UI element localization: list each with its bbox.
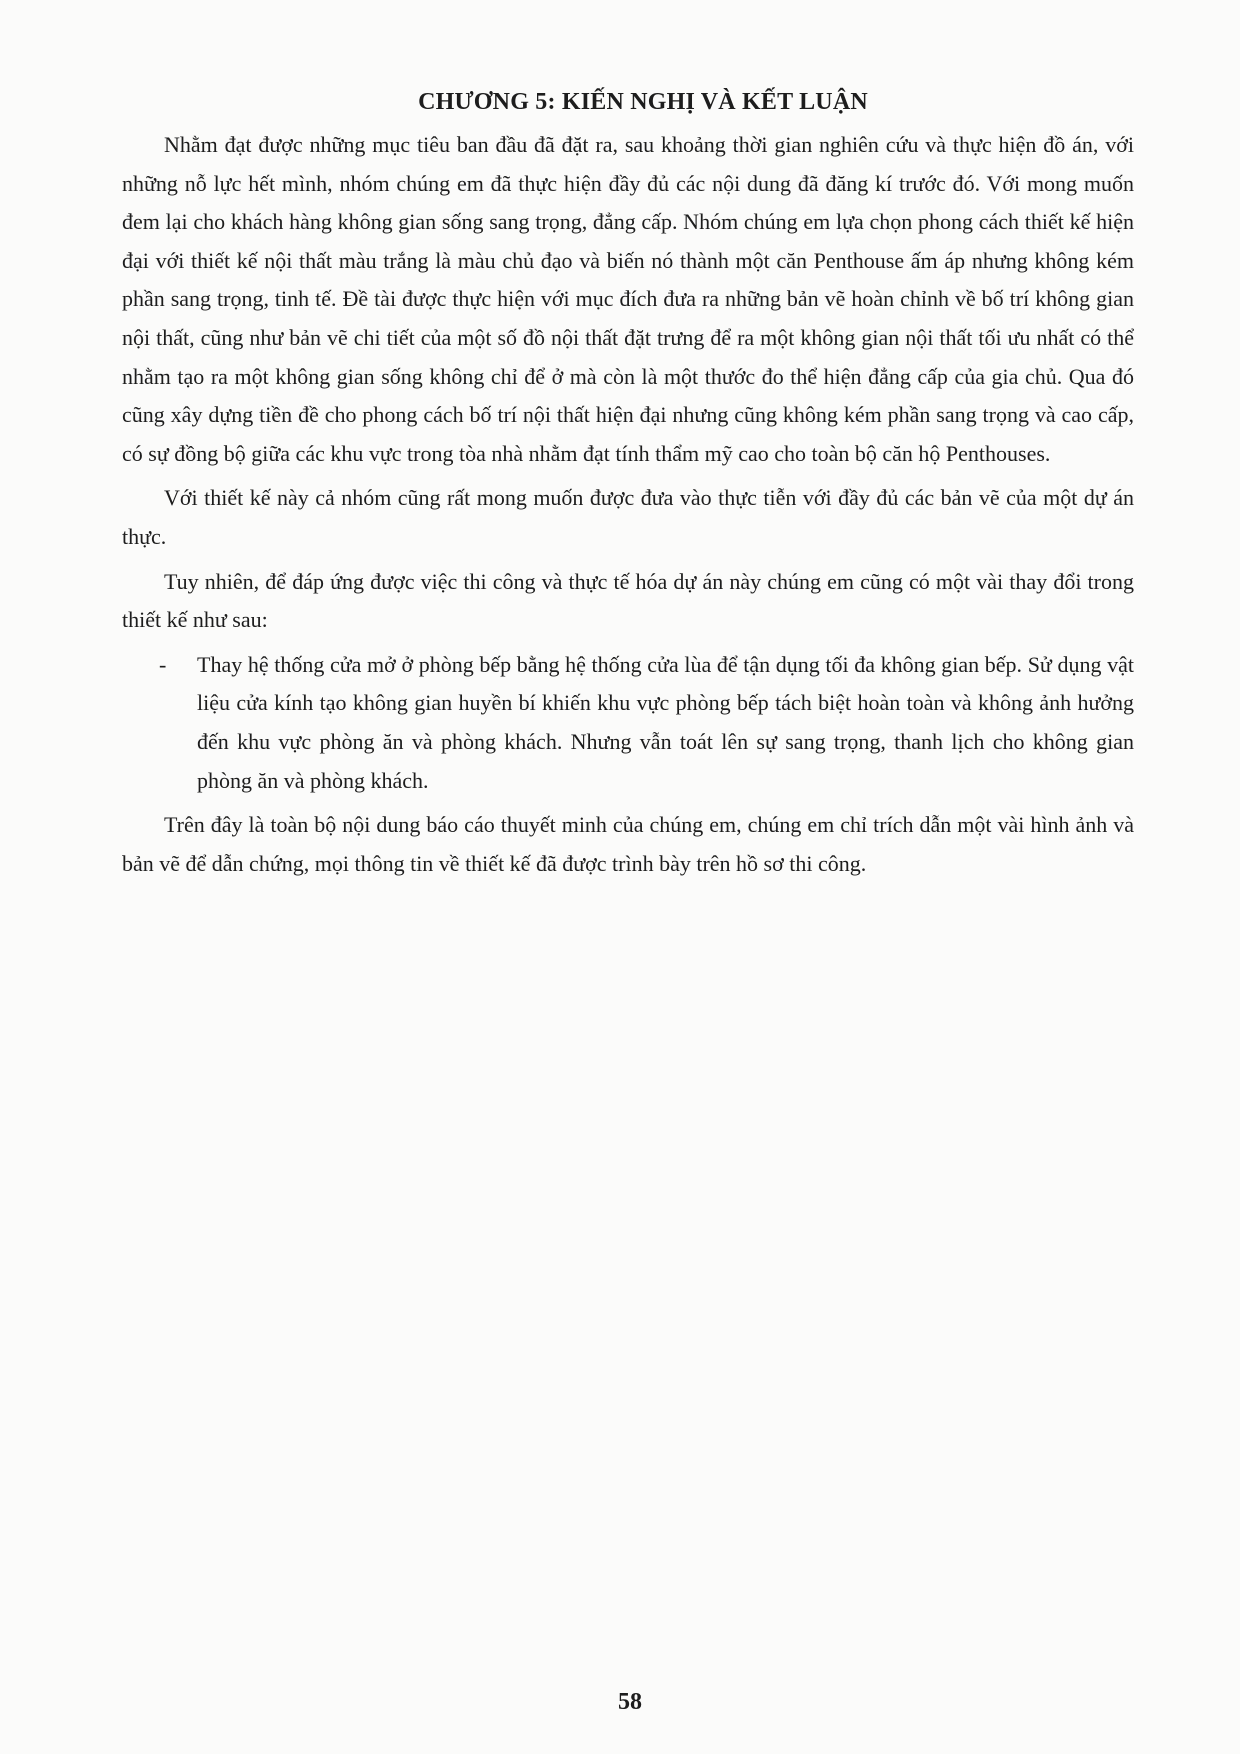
paragraph-intro: Nhằm đạt được những mục tiêu ban đầu đã đặt ra, sau khoảng thời gian nghiên cứu và thực hiện đồ án, với những nỗ lực hết mình, nhóm chúng em đã thực hiện đầy đủ các nội dung đã đăng kí trước đó. Với mong muốn đem lại cho khách hàng không gian sống sang trọng, đẳng cấp. Nhóm chúng em lựa chọn phong cách thiết kế hiện đại với thiết kế nội thất màu trắng là màu chủ đạo và biến nó thành một căn Penthouse ấm áp nhưng không kém phần sang trọng, tinh tế. Đề tài được thực hiện với mục đích đưa ra những bản vẽ hoàn chỉnh về bố trí không gian nội thất, cũng như bản vẽ chi tiết của một số đồ nội thất đặt trưng để ra một không gian nội thất tối ưu nhất có thể nhằm tạo ra một không gian sống không chỉ để ở mà còn là một thước đo thể hiện đẳng cấp của gia chủ. Qua đó cũng xây dựng tiền đề cho phong cách bố trí nội thất hiện đại nhưng cũng không kém phần sang trọng và cao cấp, có sự đồng bộ giữa các khu vực trong tòa nhà nhằm đạt tính thẩm mỹ cao cho toàn bộ căn hộ Penthouses. <box>122 132 1134 466</box>
list-item <box>122 646 1134 800</box>
chapter-title: CHƯƠNG 5: KIẾN NGHỊ VÀ KẾT LUẬN <box>418 89 868 115</box>
bullet-marker: - <box>159 651 167 677</box>
page-content <box>122 78 1134 889</box>
paragraph-changes: Tuy nhiên, để đáp ứng được việc thi công và thực tế hóa dự án này chúng em cũng có một vài thay đổi trong thiết kế như sau: <box>122 568 1134 633</box>
change-list <box>122 646 1134 800</box>
paragraph-practice: Với thiết kế này cả nhóm cũng rất mong muốn được đưa vào thực tiễn với đầy đủ các bản vẽ của một dự án thực. <box>122 485 1134 549</box>
page-number: 58 <box>618 1689 642 1715</box>
list-item-text: Thay hệ thống cửa mở ở phòng bếp bằng hệ thống cửa lùa để tận dụng tối đa không gian bếp. Sử dụng vật liệu cửa kính tạo không gian huyền bí khiến khu vực phòng bếp tách biệt hoàn toàn và không ảnh hưởng đến khu vực phòng ăn và phòng khách. Nhưng vẫn toát lên sự sang trọng, thanh lịch cho không gian phòng ăn và phòng khách. <box>197 651 1134 793</box>
paragraph-closing: Trên đây là toàn bộ nội dung báo cáo thuyết minh của chúng em, chúng em chỉ trích dẫn một vài hình ảnh và bản vẽ để dẫn chứng, mọi thông tin về thiết kế đã được trình bày trên hồ sơ thi công. <box>122 812 1134 876</box>
